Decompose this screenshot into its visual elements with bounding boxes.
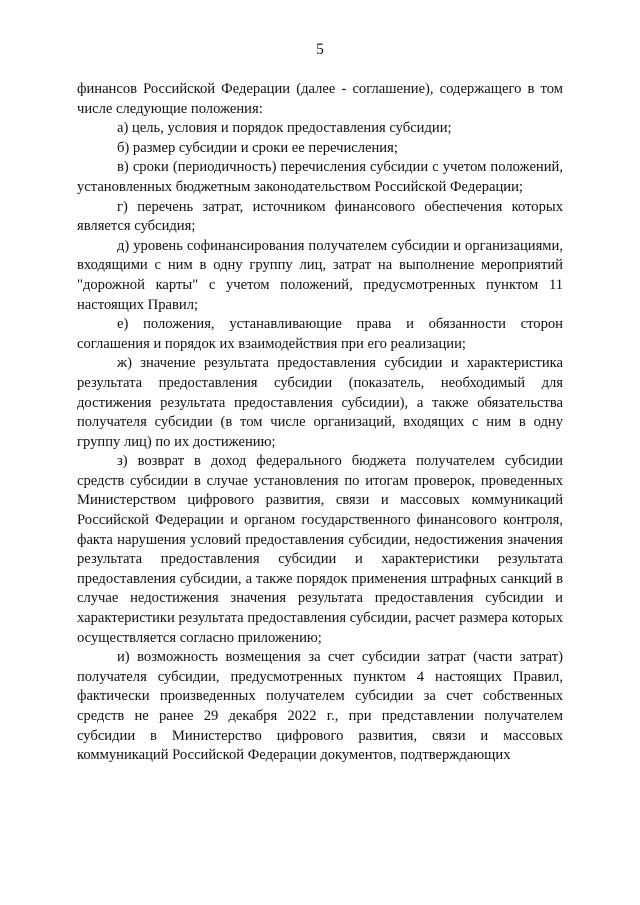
paragraph-item-g: г) перечень затрат, источником финансового обеспечения которых является субсидия;: [77, 198, 563, 235]
paragraph-item-d: д) уровень софинансирования получателем субсидии и организациями, входящими с ним в одну группу лиц, затрат на выполнение мероприятий "дорожной карты" с учетом положений, предусмотренных пунктом 11 настоящих Правил;: [77, 237, 563, 313]
paragraph-item-i: и) возможность возмещения за счет субсидии затрат (части затрат) получателя субсидии, предусмотренных пунктом 4 настоящих Правил, фактически произведенных получателем субсидии за счет собственных средств не ранее 29 декабря 2022 г., при представлении получателем субсидии в Министерство цифрового развития, связи и массовых коммуникаций Российской Федерации документов, подтверждающих: [77, 649, 563, 764]
paragraph-item-e: е) положения, устанавливающие права и обязанности сторон соглашения и порядок их взаимодействия при его реализации;: [77, 316, 563, 352]
paragraph-item-a: а) цель, условия и порядок предоставления субсидии;: [117, 120, 452, 137]
paragraph-item-v: в) сроки (периодичность) перечисления субсидии с учетом положений, установленных бюджетным законодательством Российской Федерации;: [77, 159, 563, 195]
paragraph-continuation: финансов Российской Федерации (далее - соглашение), содержащего в том числе следующие положения:: [77, 81, 563, 117]
document-body: [77, 80, 563, 766]
page-number: 5: [316, 41, 324, 58]
paragraph-item-b: б) размер субсидии и сроки ее перечисления;: [117, 139, 398, 156]
paragraph-item-z: з) возврат в доход федерального бюджета получателем субсидии средств субсидии в случае установления по итогам проверок, проведенных Министерством цифрового развития, связи и массовых коммуникаций Российской Федерации и органом государственного финансового контроля, факта нарушения условий предоставления субсидии, недостижения значения результата предоставления субсидии и характеристики результата предоставления субсидии, а также порядок применения штрафных санкций в случае недостижения значения результата предоставления субсидии и характеристики результата предоставления субсидии, расчет размера которых осуществляется согласно приложению;: [77, 453, 563, 646]
paragraph-item-zh: ж) значение результата предоставления субсидии и характеристика результата предоставления субсидии (показатель, необходимый для достижения результата предоставления субсидии), а также обязательства получателя субсидии (в том числе организаций, входящих с ним в одну группу лиц) по их достижению;: [77, 355, 563, 450]
